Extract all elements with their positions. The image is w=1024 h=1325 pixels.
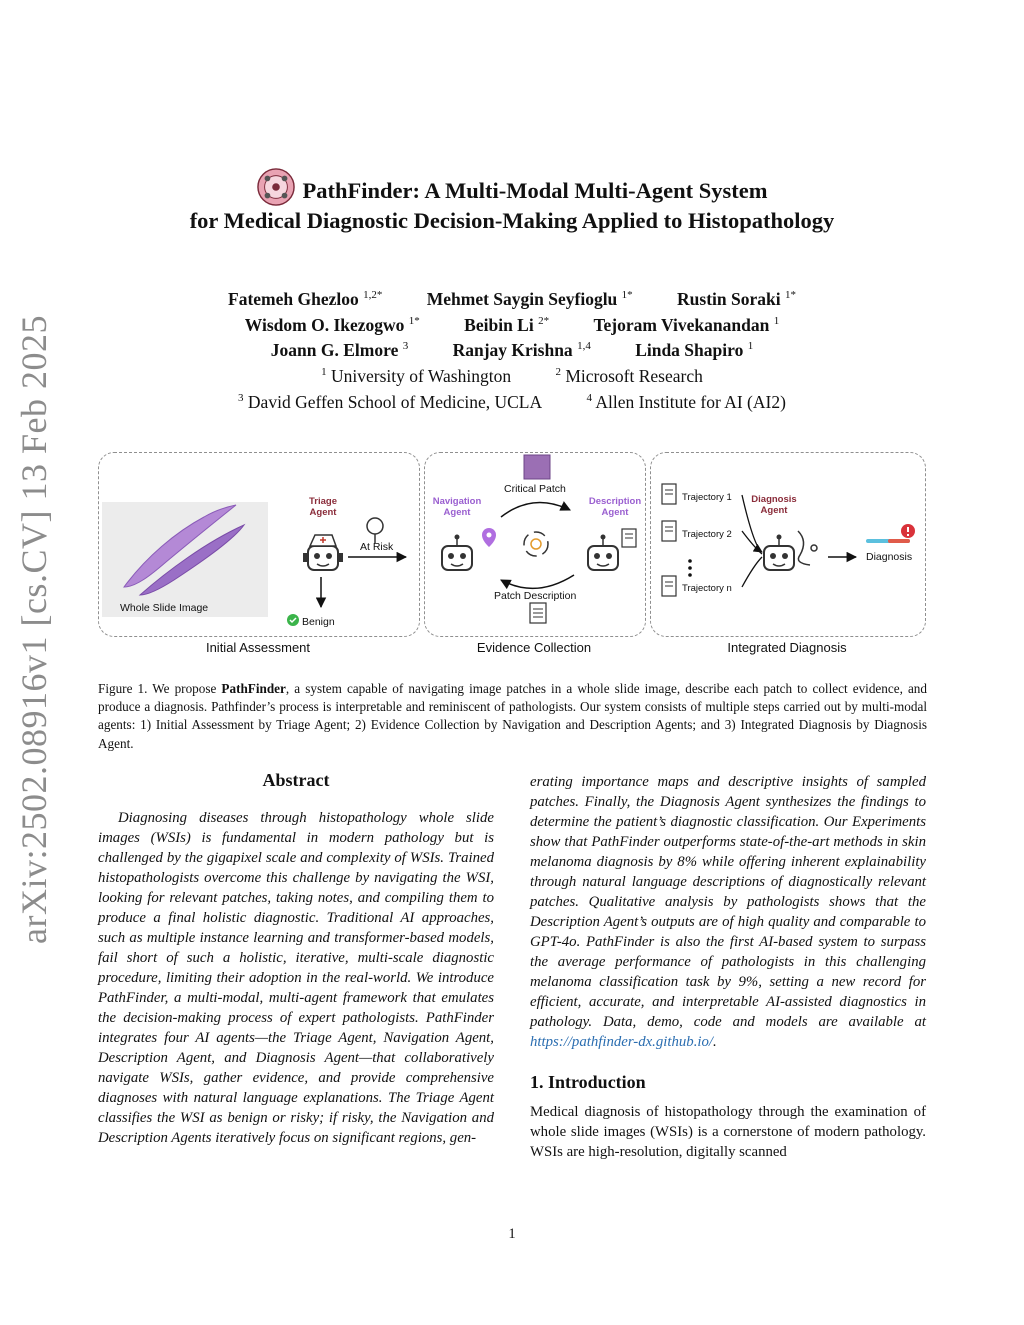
magnifier-icon [367,518,383,543]
abstract-heading: Abstract [262,770,330,790]
benign-label: Benign [302,616,335,628]
trajectory-n-label: Trajectory n [682,583,732,594]
project-link[interactable]: https://pathfinder-dx.github.io/ [530,1034,714,1050]
description-robot-icon [588,529,636,570]
affiliation: $^1$ University of Washington [321,366,512,387]
affiliation: $^4$ Allen Institute for AI (AI2) [586,392,786,413]
page-number: 1 [508,1226,516,1242]
critical-patch-label: Critical Patch [504,483,566,495]
panel-label: Initial Assessment [205,640,311,655]
trajectory-doc-icon [662,521,676,541]
figure-1 [96,447,928,665]
pathfinder-logo-icon [257,168,295,206]
title-line-2: for Medical Diagnostic Decision-Making Applied to Histopathology [189,208,835,233]
trajectory-doc-icon [662,484,676,504]
whole-slide-image-label: Whole Slide Image [120,602,209,614]
cycle-icon [524,532,548,556]
title-text-1: PathFinder: A Multi-Modal Multi-Agent System [302,178,768,203]
figure-caption: Figure 1. We propose PathFinder, a system capable of navigating image patches in a whole slide image, describe each patch to collect evidence, and produce a diagnosis. Pathfinder’s process is interpretable and reminiscent of pathologists. Our system consists of multiple steps carried out by multi-modal agents: 1) Initial Assessment by Triage Agent; 2) Evidence Collection by Navigation and Description Agents; and 3) Integrated Diagnosis by Diagnosis Agent. [98,681,927,751]
affiliation: $^3$ David Geffen School of Medicine, UCLA [238,392,543,413]
figure-diagram [96,447,928,665]
introduction-text: Medical diagnosis of histopathology through the examination of whole slide images (WSIs) is a cornerstone of modern pathology. WSIs are high-resolution, digitally scanned [530,1104,926,1160]
navigation-agent-label: Navigation Agent [432,496,482,518]
author-name: Mehmet Saygin Seyfioglu $^{1*}$ [426,288,633,309]
panel-label: Evidence Collection [476,640,592,655]
author-name: Rustin Soraki $^{1*}$ [677,288,796,309]
trajectory-doc-icon [662,576,676,596]
affiliation: $^2$ Microsoft Research [555,366,703,387]
arxiv-identifier: arXiv:2502.08916v1 [cs.CV] 13 Feb 2025 [14,315,54,944]
document-icon [530,603,546,623]
author-list [0,284,1024,413]
author-name: Linda Shapiro $^1$ [635,340,754,361]
author-name: Wisdom O. Ikezogwo $^{1*}$ [244,314,420,335]
triage-robot-icon [303,535,343,570]
title-line-1 [0,168,1024,206]
patch-description-label: Patch Description [494,590,577,602]
diagnosis-label: Diagnosis [866,551,913,563]
abstract-text: Diagnosing diseases through histopathology whole slide images (WSIs) is fundamental in modern pathology but is challenged by the gigapixel scale and complexity of WSIs. Trained histopathologists overcome this challenge by navigating the WSI, looking for relevant patches, taking notes, and compiling them to produce a final holistic diagnostic. Traditional AI approaches, such as multiple instance learning and transformer-based models, fail short of such a holistic, iterative, multi-scale diagnostic procedure, limiting their adoption in the real-world. We introduce PathFinder, a multi-modal, multi-agent framework that emulates the decision-making process of expert pathologists. PathFinder integrates four AI agents—the Triage Agent, Navigation Agent, Description Agent, and Diagnosis Agent—that collaboratively navigate WSIs, gather evidence, and provide comprehensive diagnoses with natural language explanations. The Triage Agent classifies the WSI as benign or risky; if risky, the Navigation and Description Agents iteratively focus on significant regions, gen- [98,810,494,1146]
critical-patch-image [524,455,550,479]
trajectory-1-label: Trajectory 1 [682,492,732,503]
trajectory-2-label: Trajectory 2 [682,529,732,540]
navigation-robot-icon [442,528,496,570]
author-name: Beibin Li $^{2*}$ [464,314,550,335]
author-name: Joann G. Elmore $^3$ [270,340,409,361]
description-agent-label: Description Agent [588,496,642,518]
triage-agent-label: Triage Agent [309,496,337,518]
author-name: Fatemeh Ghezloo $^{1,2*}$ [228,288,383,309]
at-risk-label: At Risk [360,541,394,553]
paper-title [0,168,1024,236]
abstract-text-continued: erating importance maps and descriptive insights of sampled patches. Finally, the Diagnosis Agent synthesizes the findings to determine the patient’s diagnostic classification. Our Experiments show that PathFinder outperforms state-of-the-art methods in skin melanoma diagnosis by 8% while offering inherent explainability through natural language descriptions of diagnostically relevant patches. Qualitative analysis by pathologists shows that the Description Agent’s outputs are of high quality and comparable to GPT-4o. PathFinder is also the first AI-based system to surpass the average performance of pathologists in this challenging melanoma classification task by 9%, setting a new record for efficient, accurate, and interpretable AI-assisted diagnostics in pathology. Data, demo, code and models are available at https://pathfinder-dx.github.io/. [530,774,926,1050]
right-column [530,772,926,1162]
diagnosis-agent-label: Diagnosis Agent [751,494,797,516]
abstract-left-column [98,770,494,1148]
author-name: Tejoram Vivekanandan $^1$ [593,314,780,335]
diagnosis-robot-icon [764,531,817,570]
author-name: Ranjay Krishna $^{1,4}$ [452,340,591,361]
panel-label: Integrated Diagnosis [727,640,847,655]
introduction-heading: 1. Introduction [530,1072,646,1092]
